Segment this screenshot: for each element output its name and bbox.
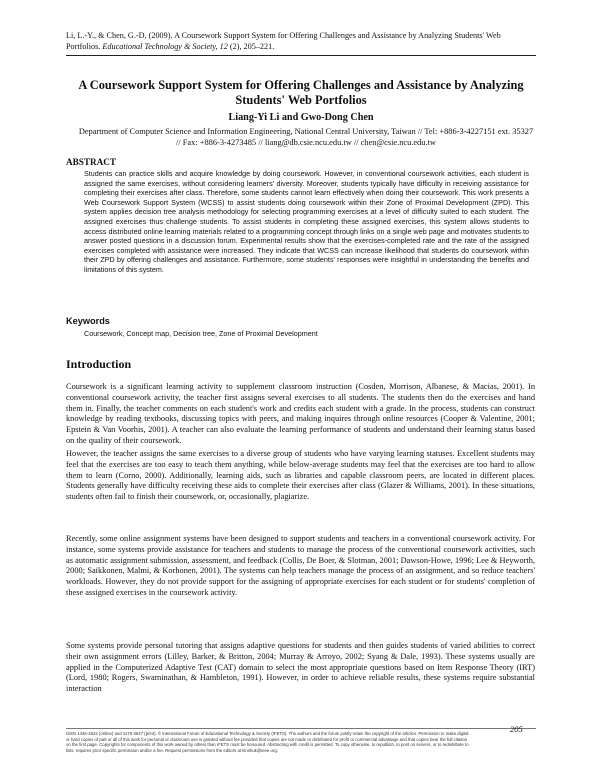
keywords-text: Coursework, Concept map, Decision tree, Zone of Proximal Development [84, 329, 318, 338]
abstract-heading: ABSTRACT [66, 157, 117, 167]
abstract-text: Students can practice skills and acquire knowledge by doing coursework. However, in conventional coursework activities, each student is assigned the same exercises, without considering learners' diversity. Moreover, students typically have difficulty in receiving assistance for completing their exercises after class. Therefore, some students cannot learn effectively when doing their coursework. This work presents a Web Coursework Support System (WCSS) to assist students doing coursework within their Zone of Proximal Development (ZPD). This system applies decision tree analysis methodology for selecting programming exercises at a level of difficulty suited to each student. The assigned exercises thus challenge students. To assist students in completing these assigned exercises, this system allows students to access distributed online learning materials related to a programming concept through links on a single web page and motivates students to answer posted questions in a discussion forum. Experimental results show that the exercises-completed rate and the rate of the assigned exercises completed with assistance were increased. They indicate that WCSS can increase likelihood that students do coursework within their ZPD by offering challenges and assistance. Furthermore, some students' responses were insightful in understanding the benefits and limitations of this system. [84, 169, 529, 274]
intro-paragraph-1: Coursework is a significant learning activity to supplement classroom instruction (Cosden, Morrison, Albanese, & Macias, 2001). In conventional coursework activity, the teacher first assigns several exercises to all students. The students then do the exercises and hand them in. Finally, the teacher comments on each student's work and credits each student with a grade. In the process, students can construct knowledge by reading textbooks, discussing topics with peers, and making inquires through online resources (Cooper & Valentine, 2001; Epstein & Van Voorhis, 2001). A teacher can also evaluate the learning performance of students and understand their learning status based on the quality of their coursework. [66, 382, 535, 445]
introduction-heading: Introduction [66, 357, 132, 371]
author-affiliation: Department of Computer Science and Information Engineering, National Central University, Taiwan // Tel: +886-3-4227151 ext. 35327 // Fax: +886-3-4273485 // liang@db.csie.ncu.edu.tw // chen@csie.ncu.edu.tw [78, 127, 534, 147]
citation-issue-pages: (2), 205–221. [227, 42, 275, 51]
paper-title: A Coursework Support System for Offering Challenges and Assistance by Analyzing Students' Web Portfolios [78, 78, 524, 107]
intro-paragraph-3: Recently, some online assignment systems have been designed to support students and teachers in a conventional coursework activity. For instance, some systems provide assistance for teachers and students to manage the process of the conventional coursework activities, such as automatic assignment submission, assessment, and feedback (Collis, De Boer, & Slotman, 2001; Dawson-Howe, 1996; Lee & Heyworth, 2000; Saikkonen, Malmi, & Korhonen, 2001). The systems can help teachers manage the process of an assignment, and so reduce teachers' workloads. However, they do not provide support for the assigning of appropriate exercises for each student or for students' completion of these assigned exercises in the coursework activity. [66, 534, 535, 597]
citation-divider [66, 55, 536, 56]
page-number: 205 [510, 724, 523, 734]
intro-paragraph-4: Some systems provide personal tutoring that assigns adaptive questions for students and then guides students of varied abilities to correct their own assignment errors (Lilley, Barker, & Britton, 2004; Murray & Arroyo, 2002; Syang & Dale, 1993). These systems usually are applied in the Computerized Adaptive Test (CAT) domain to select the most appropriate questions based on Item Response Theory (IRT) (Lord, 1980; Rogers, Swaminathan, & Hambleton, 1991). However, in order to achieve reliable results, these systems require substantial interaction [66, 641, 535, 694]
citation-header [66, 30, 536, 56]
intro-paragraph-2: However, the teacher assigns the same exercises to a diverse group of students who have varying learning statuses. Excellent students may feel that the exercises are too easy to teach them anything, while below-average students may feel that the exercises are too hard to allow them to learn (Corno, 2000). Additionally, learning aids, such as libraries and capable classroom peers, are located in different places. Students generally have difficulty receiving these aids to complete their exercises after class (Glazer & Williams, 2001). In these situations, students often fail to finish their coursework, or, occasionally, plagiarize. [66, 449, 535, 502]
citation-text: Li, L.-Y., & Chen, G.-D. (2009). A Coursework Support System for Offering Challenges and Assistance by Analyzing Students' Web Portfolios. [66, 31, 501, 51]
footer-divider [66, 728, 536, 729]
copyright-footer: ISSN 1436-4522 (online) and 1176-3647 (print). © International Forum of Educational Technology & Society (IFETS). The authors and the forum jointly retain the copyright of the articles. Permission to make digital or hard copies of part or all of this work for personal or classroom use is granted without fee provided that copies are not made or distributed for profit or commercial advantage and that copies bear the full citation on the first page. Copyrights for components of this work owned by others than IFETS must be honoured. Abstracting with credit is permitted. To copy otherwise, to republish, to post on servers, or to redistribute to lists, requires prior specific permission and/or a fee. Request permissions from the editors at kinshuk@ieee.org. [66, 731, 469, 754]
paper-authors: Liang-Yi Li and Gwo-Dong Chen [228, 112, 374, 123]
citation-journal: Educational Technology & Society, 12 [102, 42, 228, 51]
keywords-heading: Keywords [66, 316, 110, 326]
